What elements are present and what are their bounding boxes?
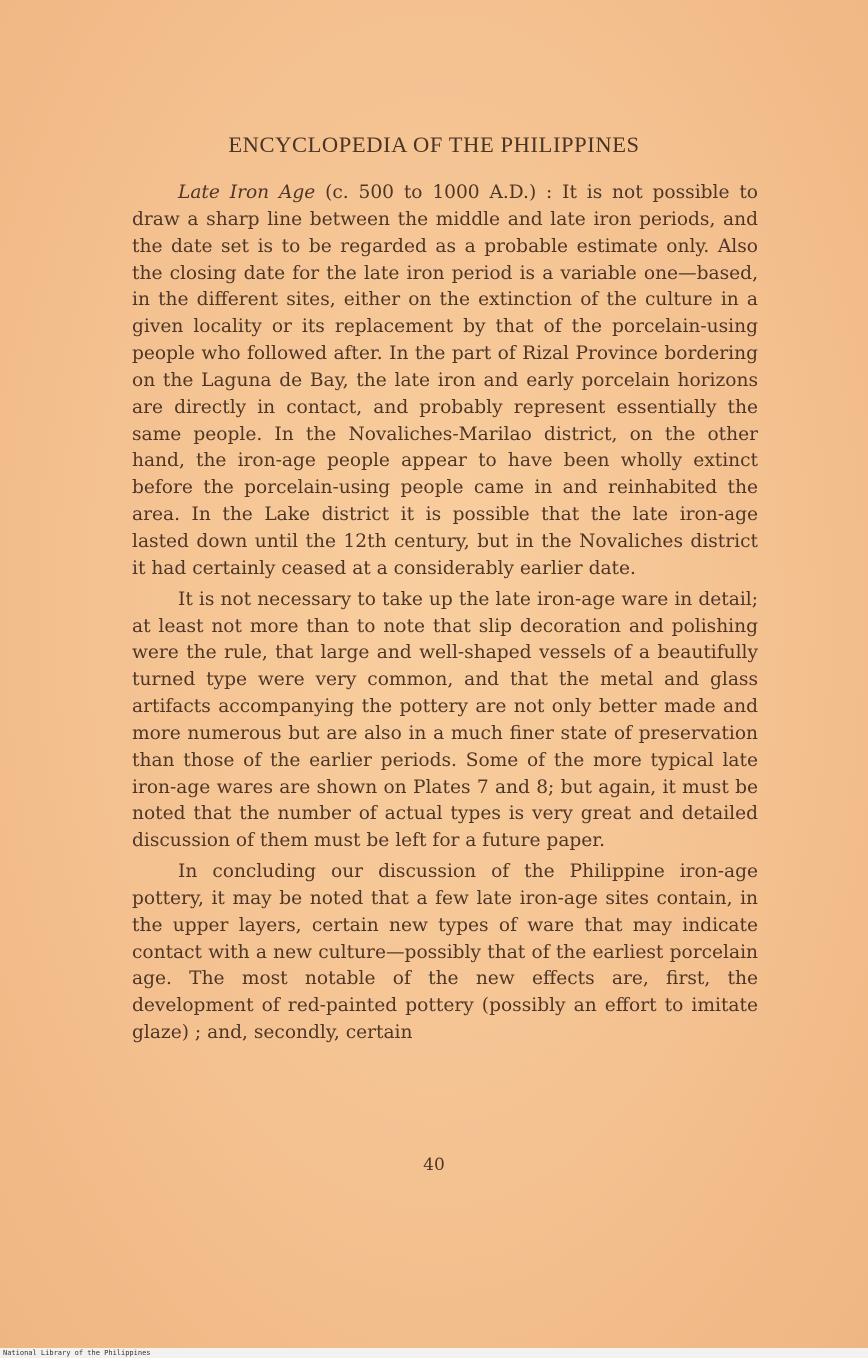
paragraph-conclusion: In concluding our discussion of the Philippine iron-age pottery, it may be noted that a few late iron-age sites contain, in the upper layers, certain new types of ware that may indicate contact with a new culture—possibly that of the earliest porcelain age. The most notable of the new effects are, first, the development of red-painted pottery (possibly an effort to imitate glaze) ; and, secondly, certain [132, 861, 758, 1044]
running-head: ENCYCLOPEDIA OF THE PHILIPPINES [228, 132, 640, 157]
library-credit: National Library of the Philippines [3, 1349, 151, 1357]
paragraph-late-iron-age [132, 180, 758, 583]
body-text [132, 180, 758, 1051]
paragraph-iron-age-ware: It is not necessary to take up the late iron-age ware in detail; at least not more than to note that slip decoration and polishing were the rule, that large and well-shaped vessels of a beautifully turned type were very common, and that the metal and glass artifacts accompanying the pottery are not only better made and more numerous but are also in a much finer state of preservation than those of the earlier periods. Some of the more typical late iron-age wares are shown on Plates 7 and 8; but again, it must be noted that the number of actual types is very great and detailed discussion of them must be left for a future paper. [132, 588, 758, 852]
page-number: 40 [423, 1155, 445, 1175]
paragraph-text: (c. 500 to 1000 A.D.) : It is not possible to draw a sharp line between the middle and late iron periods, and the date set is to be regarded as a probable estimate only. Also the closing date for the late iron period is a variable one—based, in the different sites, either on the extinction of the culture in a given locality or its replacement by that of the porcelain-using people who followed after. In the part of Rizal Province bordering on the Laguna de Bay, the late iron and early porcelain horizons are directly in contact, and probably represent essentially the same people. In the Novaliches-Marilao district, on the other hand, the iron-age people appear to have been wholly extinct before the porcelain-using people came in and reinhabited the area. In the Lake district it is possible that the late iron-age lasted down until the 12th century, but in the Novaliches district it had certainly ceased at a considerably earlier date. [132, 182, 758, 579]
paragraph-lead-italic: Late Iron Age [178, 182, 316, 203]
